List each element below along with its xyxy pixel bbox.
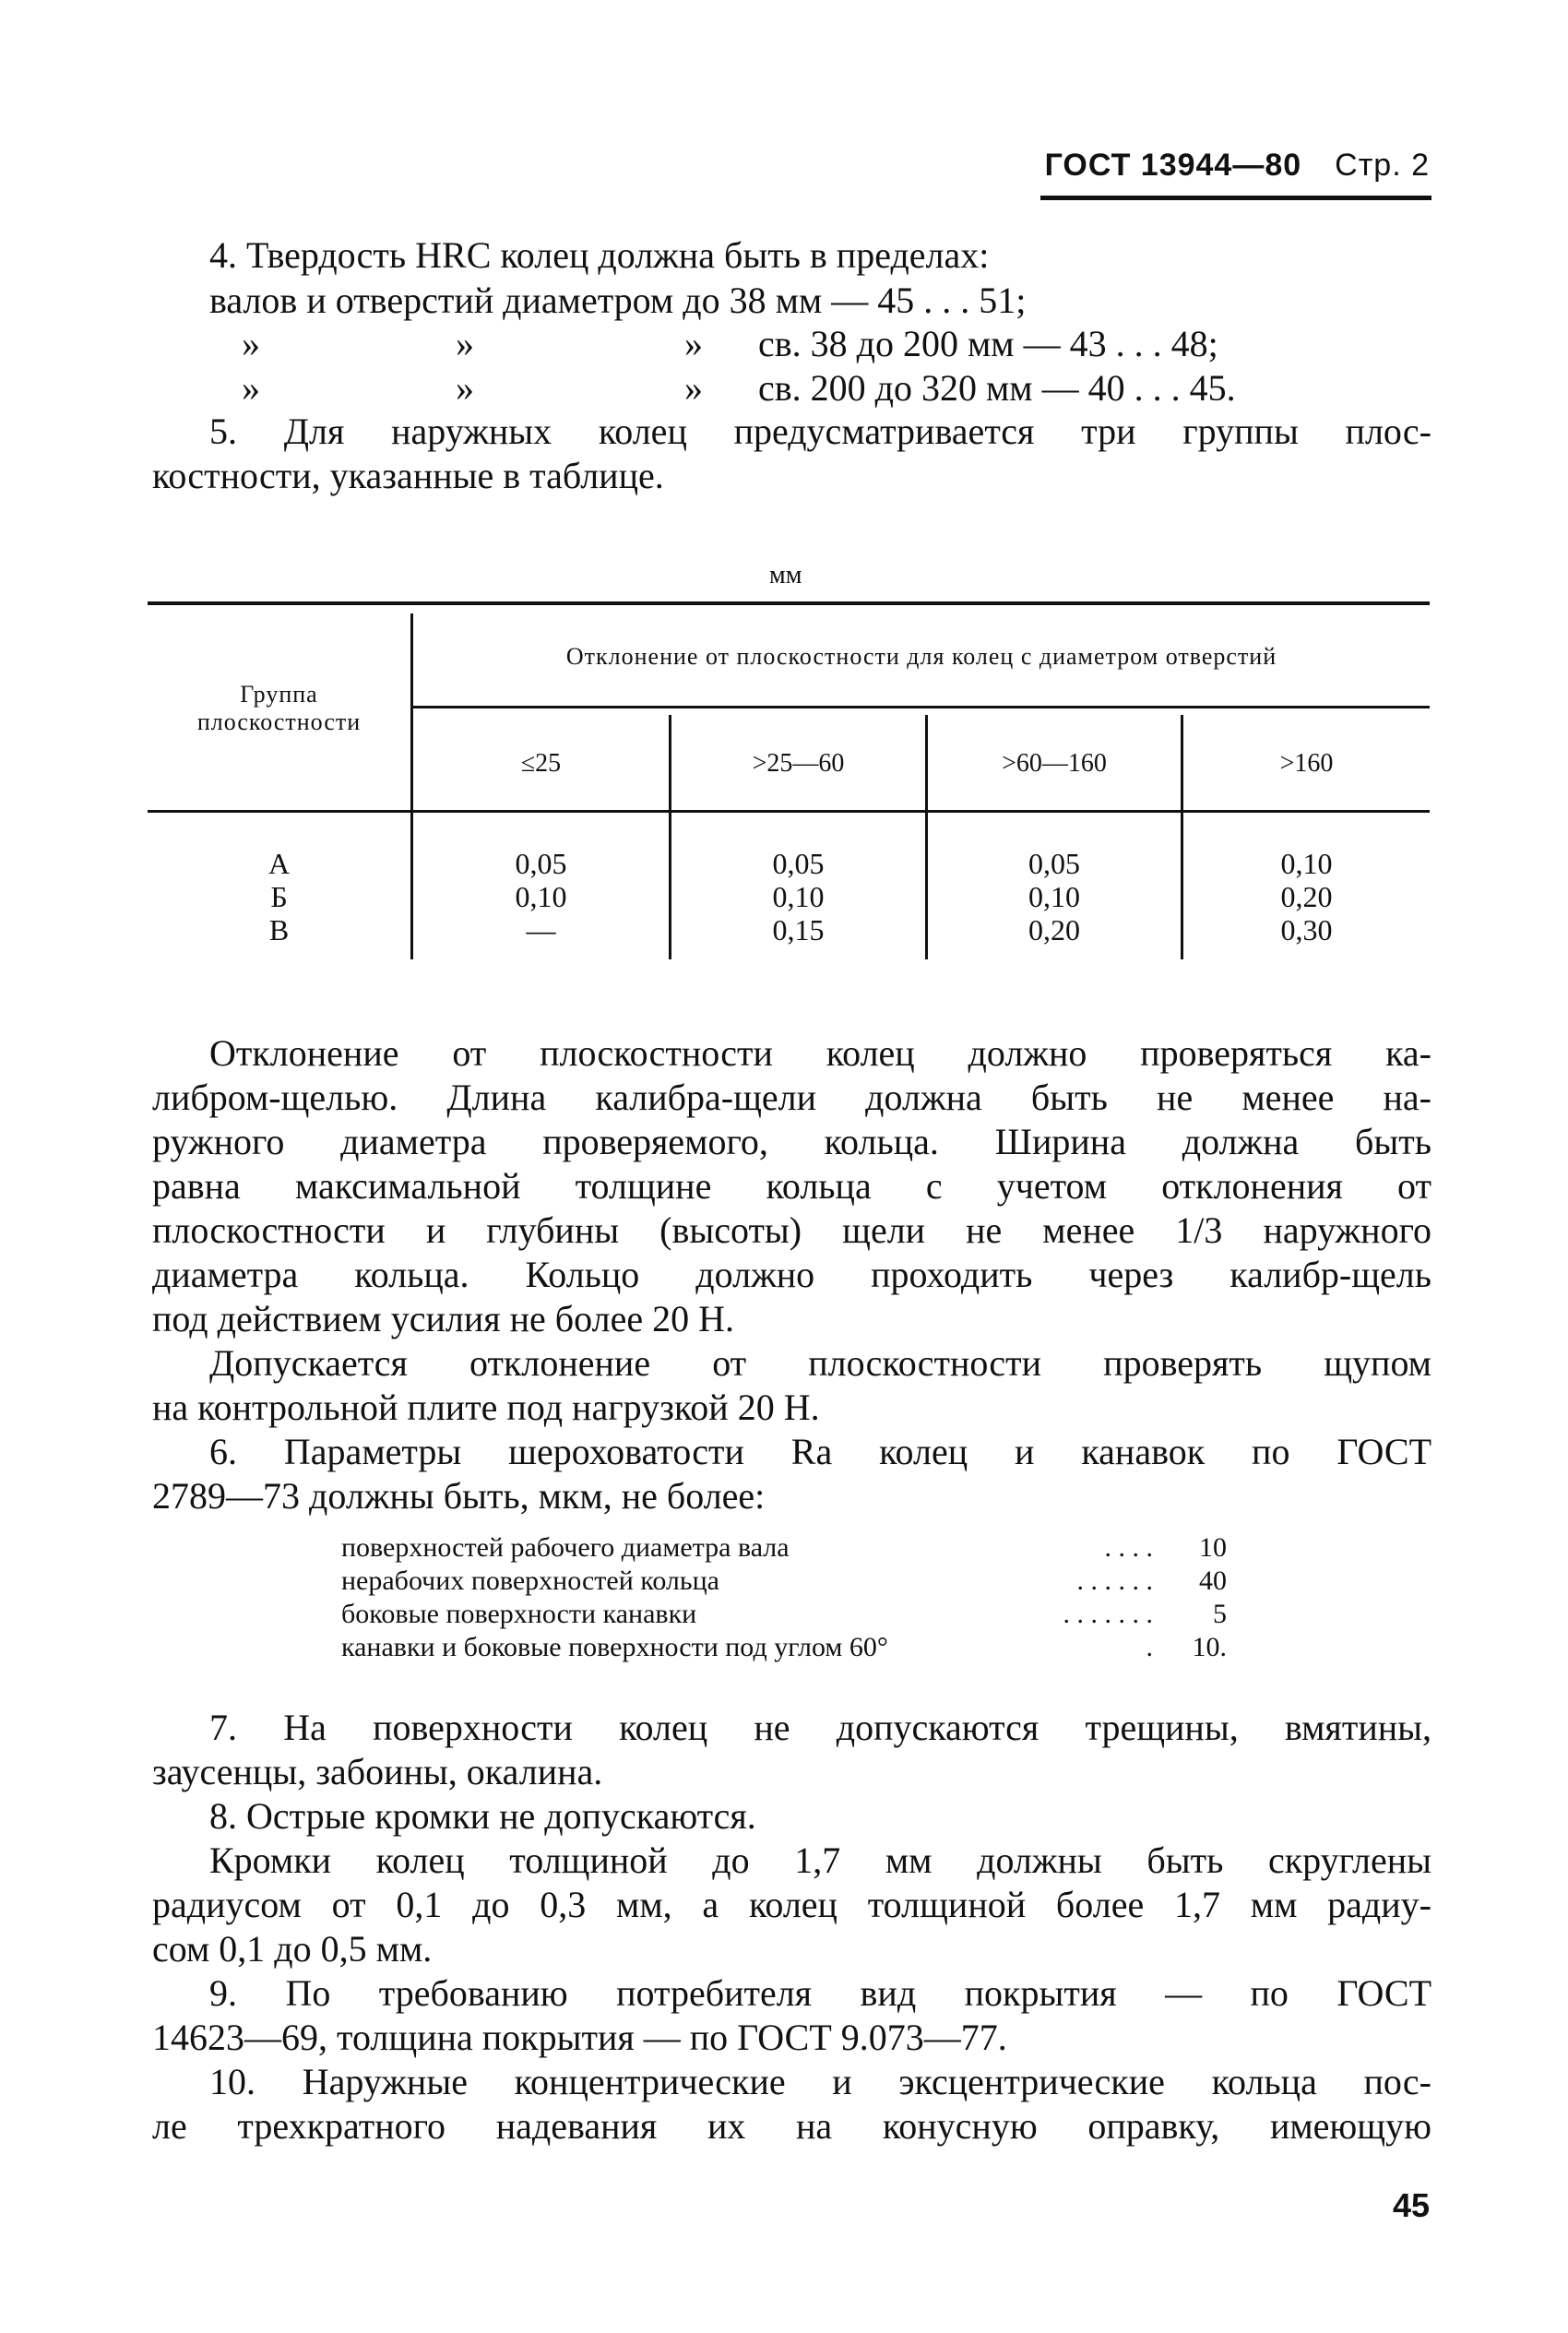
para-line: радиусом от 0,1 до 0,3 мм, а колец толщиной более 1,7 мм радиу- bbox=[152, 1884, 1431, 1925]
table-cell: 0,10 bbox=[1028, 880, 1080, 913]
leader-dots: . . . . bbox=[1104, 1532, 1153, 1563]
table-cell: 0,05 bbox=[515, 847, 567, 880]
leader-dots: . . . . . . . bbox=[1063, 1599, 1153, 1629]
para-line: Кромки колец толщиной до 1,7 мм должны быть скруглены bbox=[209, 1839, 1431, 1881]
group-header bbox=[148, 681, 410, 736]
group-column bbox=[148, 847, 410, 946]
list-item-value: 40 bbox=[1199, 1565, 1227, 1596]
section4-row3: св. 200 до 320 мм — 40 . . . 45. bbox=[758, 367, 1236, 409]
ditto-mark: » bbox=[684, 367, 703, 409]
section4-row2: св. 38 до 200 мм — 43 . . . 48; bbox=[758, 323, 1218, 364]
table-cell: 0,20 bbox=[1280, 880, 1333, 913]
group-header-line: Группа bbox=[240, 681, 318, 708]
table-cell: — bbox=[526, 913, 556, 946]
ditto-mark: » bbox=[242, 323, 260, 364]
table-cell: 0,30 bbox=[1280, 913, 1333, 946]
page-label: Стр. 2 bbox=[1335, 148, 1430, 183]
section10-line: 10. Наружные концентрические и эксцентрические кольца пос- bbox=[209, 2061, 1431, 2102]
table-header-rule bbox=[148, 810, 1430, 813]
list-item bbox=[341, 1565, 1227, 1598]
list-item-label: боковые поверхности канавки bbox=[341, 1599, 697, 1629]
header-rule bbox=[1040, 196, 1431, 200]
section9-line: 14623—69, толщина покрытия — по ГОСТ 9.073—77. bbox=[152, 2017, 1007, 2058]
running-header bbox=[1045, 148, 1430, 184]
table-subheader-rule bbox=[413, 706, 1430, 708]
list-item-value: 10 bbox=[1199, 1532, 1227, 1563]
ditto-mark: » bbox=[456, 367, 474, 409]
table-cell: 0,10 bbox=[772, 880, 825, 913]
value-column bbox=[928, 847, 1181, 946]
section5-line2: костности, указанные в таблице. bbox=[152, 455, 664, 496]
leader-dots: . . . . . . bbox=[1076, 1565, 1153, 1596]
para-line: ружного диаметра проверяемого, кольца. Ширина должна быть bbox=[152, 1121, 1431, 1162]
table-divider bbox=[669, 715, 671, 844]
para-line: равна максимальной толщине кольца с учетом отклонения от bbox=[152, 1165, 1431, 1207]
value-column bbox=[671, 847, 925, 946]
table-cell: 0,05 bbox=[772, 847, 825, 880]
list-item-label: нерабочих поверхностей кольца bbox=[341, 1565, 719, 1596]
roughness-list bbox=[341, 1531, 1227, 1664]
para-line: на контрольной плите под нагрузкой 20 Н. bbox=[152, 1387, 820, 1428]
section8-line: 8. Острые кромки не допускаются. bbox=[209, 1795, 756, 1837]
para-line: под действием усилия не более 20 Н. bbox=[152, 1298, 734, 1339]
section9-line: 9. По требованию потребителя вид покрытия — по ГОСТ bbox=[209, 1972, 1431, 2014]
section4-title: 4. Твердость HRC колец должна быть в пределах: bbox=[209, 234, 990, 276]
list-item-label: канавки и боковые поверхности под углом 60° bbox=[341, 1632, 888, 1662]
column-header: >160 bbox=[1279, 749, 1334, 778]
list-item bbox=[341, 1631, 1227, 1664]
para-line: либром-щелью. Длина калибра-щели должна быть не менее на- bbox=[152, 1077, 1431, 1118]
deviation-header: Отклонение от плоскостности для колец с диаметром отверстий bbox=[565, 643, 1277, 670]
para-line: плоскостности и глубины (высоты) щели не менее 1/3 наружного bbox=[152, 1209, 1431, 1251]
column-header: >25—60 bbox=[752, 749, 845, 778]
ditto-mark: » bbox=[456, 323, 474, 364]
table-cell: Б bbox=[270, 880, 288, 913]
page-number: 45 bbox=[1392, 2186, 1430, 2224]
list-item bbox=[341, 1531, 1227, 1565]
group-header-line: плоскостности bbox=[196, 708, 362, 735]
table-cell: 0,20 bbox=[1028, 913, 1080, 946]
section4-row1: валов и отверстий диаметром до 38 мм — 45 . . . 51; bbox=[209, 280, 1027, 321]
table-divider bbox=[1181, 715, 1183, 844]
leader-dots: . bbox=[1146, 1632, 1153, 1662]
section6-line: 2789—73 должны быть, мкм, не более: bbox=[152, 1475, 766, 1517]
table-divider bbox=[925, 715, 928, 844]
para-line: диаметра кольца. Кольцо должно проходить через калибр-щель bbox=[152, 1254, 1431, 1295]
para-line: Допускается отклонение от плоскостности проверять щупом bbox=[209, 1342, 1431, 1384]
section7-line: 7. На поверхности колец не допускаются трещины, вмятины, bbox=[209, 1707, 1431, 1748]
ditto-mark: » bbox=[242, 367, 260, 409]
section10-line: ле трехкратного надевания их на конусную оправку, имеющую bbox=[152, 2105, 1431, 2147]
table-unit: мм bbox=[769, 561, 802, 589]
list-item-label: поверхностей рабочего диаметра вала bbox=[341, 1532, 790, 1563]
section6-line: 6. Параметры шероховатости Ra колец и канавок по ГОСТ bbox=[209, 1431, 1431, 1472]
table-cell: В bbox=[268, 913, 290, 946]
section7-line: заусенцы, забоины, окалина. bbox=[152, 1751, 603, 1792]
list-item-value: 5 bbox=[1213, 1599, 1227, 1629]
standard-number: ГОСТ 13944—80 bbox=[1044, 148, 1302, 183]
list-item bbox=[341, 1598, 1227, 1631]
value-column bbox=[413, 847, 669, 946]
table-cell: 0,10 bbox=[1280, 847, 1333, 880]
para-line: Отклонение от плоскостности колец должно проверяться ка- bbox=[209, 1032, 1431, 1074]
column-header: >60—160 bbox=[1002, 749, 1107, 778]
ditto-mark: » bbox=[684, 323, 703, 364]
table-cell: 0,05 bbox=[1028, 847, 1080, 880]
table-cell: 0,15 bbox=[772, 913, 825, 946]
section5-line1: 5. Для наружных колец предусматривается три группы плос- bbox=[209, 411, 1431, 452]
list-item-value: 10. bbox=[1192, 1632, 1227, 1662]
table-cell: А bbox=[267, 847, 291, 880]
column-header: ≤25 bbox=[520, 749, 562, 778]
value-column bbox=[1183, 847, 1430, 946]
table-cell: 0,10 bbox=[515, 880, 567, 913]
para-line: сом 0,1 до 0,5 мм. bbox=[152, 1928, 433, 1970]
table-top-rule bbox=[148, 601, 1430, 605]
